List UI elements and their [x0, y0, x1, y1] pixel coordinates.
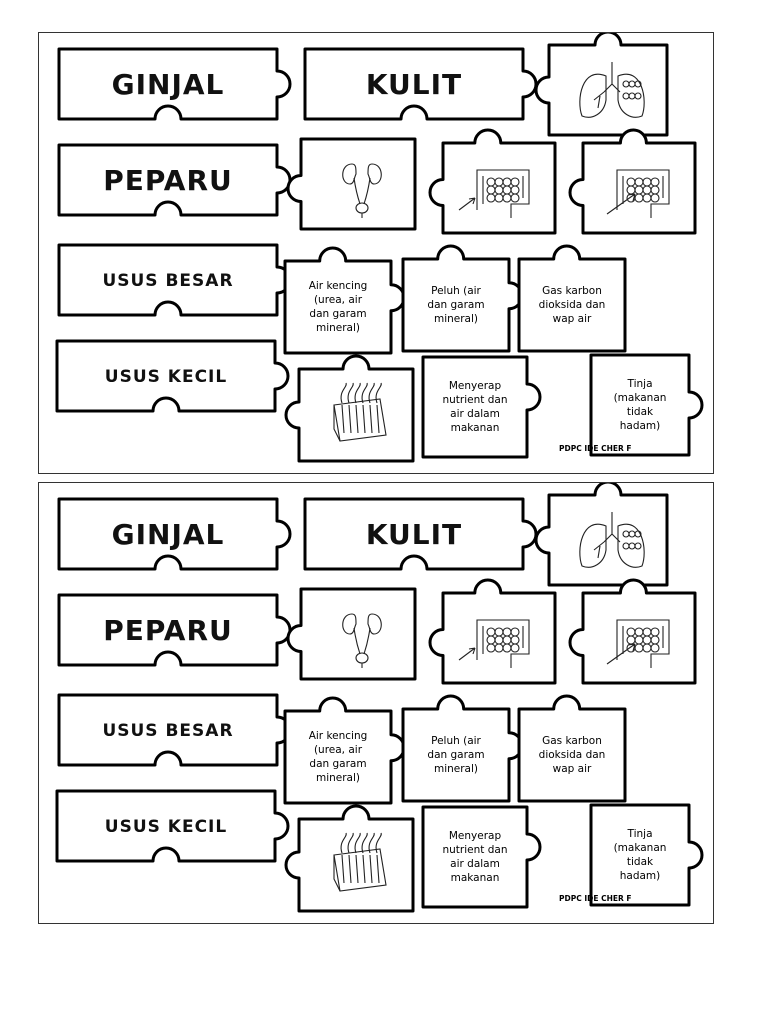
description-line: Tinja — [627, 828, 653, 840]
description-line: dan garam — [427, 749, 485, 761]
organ-piece-peparu[interactable] — [59, 145, 290, 215]
kidney-piece[interactable] — [288, 139, 415, 229]
description-line: (urea, air — [313, 744, 363, 756]
organ-piece-peparu[interactable] — [59, 595, 290, 665]
description-line: Air kencing — [308, 730, 368, 742]
description-line: tidak — [626, 856, 654, 868]
description-line: air dalam — [450, 408, 500, 420]
organ-label: KULIT — [365, 68, 463, 101]
organ-piece-kulit[interactable] — [305, 49, 536, 119]
description-line: nutrient dan — [442, 394, 508, 406]
skin-piece[interactable] — [286, 806, 413, 911]
description-line: dan garam — [427, 299, 485, 311]
description-line: Gas karbon — [542, 735, 602, 747]
skin-piece[interactable] — [286, 356, 413, 461]
description-line: dan garam — [309, 308, 367, 320]
worksheet-bottom — [38, 482, 714, 924]
small-intestine-piece[interactable] — [570, 130, 695, 233]
organ-label: USUS BESAR — [102, 721, 234, 741]
description-line: mineral) — [433, 763, 479, 775]
description-piece-gas[interactable] — [519, 246, 625, 351]
puzzle-board — [39, 483, 713, 923]
organ-label: USUS KECIL — [104, 367, 228, 387]
description-piece-absorb[interactable] — [423, 807, 540, 907]
kidney-piece[interactable] — [288, 589, 415, 679]
description-line: mineral) — [315, 772, 361, 784]
description-line: (makanan — [613, 842, 667, 854]
description-line: makanan — [450, 872, 500, 884]
organ-piece-usus-kecil[interactable] — [57, 791, 288, 861]
description-line: Air kencing — [308, 280, 368, 292]
lungs-piece[interactable] — [536, 483, 667, 585]
description-line: makanan — [450, 422, 500, 434]
description-line: dioksida dan — [538, 299, 606, 311]
organ-piece-ginjal[interactable] — [59, 49, 290, 119]
description-line: (urea, air — [313, 294, 363, 306]
description-piece-gas[interactable] — [519, 696, 625, 801]
description-line: Menyerap — [448, 380, 502, 392]
description-line: (makanan — [613, 392, 667, 404]
description-line: dioksida dan — [538, 749, 606, 761]
organ-piece-usus-kecil[interactable] — [57, 341, 288, 411]
description-line: mineral) — [433, 313, 479, 325]
organ-label: PEPARU — [103, 614, 233, 647]
description-line: Peluh (air — [431, 735, 481, 747]
worksheet-top — [38, 32, 714, 474]
lungs-piece[interactable] — [536, 33, 667, 135]
puzzle-board — [39, 33, 713, 473]
organ-piece-kulit[interactable] — [305, 499, 536, 569]
description-line: Tinja — [627, 378, 653, 390]
description-piece-sweat[interactable] — [403, 696, 522, 801]
organ-label: KULIT — [365, 518, 463, 551]
organ-piece-usus-besar[interactable] — [59, 245, 290, 315]
small-intestine-piece[interactable] — [570, 580, 695, 683]
description-line: mineral) — [315, 322, 361, 334]
description-piece-feces[interactable] — [591, 355, 702, 455]
description-line: air dalam — [450, 858, 500, 870]
description-line: wap air — [552, 313, 592, 325]
organ-piece-usus-besar[interactable] — [59, 695, 290, 765]
description-piece-urine[interactable] — [285, 698, 404, 803]
description-line: wap air — [552, 763, 592, 775]
description-line: Peluh (air — [431, 285, 481, 297]
organ-label: GINJAL — [111, 518, 225, 551]
description-piece-sweat[interactable] — [403, 246, 522, 351]
organ-label: PEPARU — [103, 164, 233, 197]
organ-label: GINJAL — [111, 68, 225, 101]
organ-label: USUS KECIL — [104, 817, 228, 837]
footer-credit: PDPC IDE CHER F — [559, 894, 632, 903]
description-line: tidak — [626, 406, 654, 418]
description-piece-urine[interactable] — [285, 248, 404, 353]
organ-piece-ginjal[interactable] — [59, 499, 290, 569]
description-piece-absorb[interactable] — [423, 357, 540, 457]
description-line: hadam) — [619, 420, 661, 432]
large-intestine-piece[interactable] — [430, 130, 555, 233]
footer-credit: PDPC IDE CHER F — [559, 444, 632, 453]
large-intestine-piece[interactable] — [430, 580, 555, 683]
description-line: dan garam — [309, 758, 367, 770]
description-line: hadam) — [619, 870, 661, 882]
organ-label: USUS BESAR — [102, 271, 234, 291]
description-line: Gas karbon — [542, 285, 602, 297]
description-piece-feces[interactable] — [591, 805, 702, 905]
description-line: Menyerap — [448, 830, 502, 842]
description-line: nutrient dan — [442, 844, 508, 856]
